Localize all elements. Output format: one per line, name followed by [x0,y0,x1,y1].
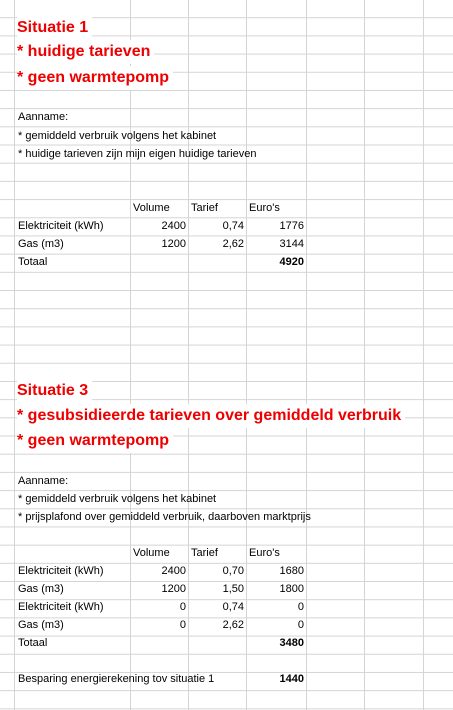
situatie-1-total-label[interactable]: Totaal [18,256,48,268]
situatie-3-row-label[interactable]: Gas (m3) [18,583,64,595]
situatie-3-row-tarief[interactable]: 0,74 [222,601,244,613]
situatie-1-row-tarief[interactable]: 2,62 [222,238,244,250]
situatie-3-row-euros[interactable]: 0 [297,619,304,631]
situatie-1-title[interactable]: Situatie 1 [17,16,92,40]
savings-value[interactable]: 1440 [279,673,304,685]
situatie-3-aanname-1[interactable]: * gemiddeld verbruik volgens het kabinet [18,493,217,505]
situatie-3-row-euros[interactable]: 0 [297,601,304,613]
situatie-3-title[interactable]: Situatie 3 [17,379,92,403]
situatie-1-row-label[interactable]: Gas (m3) [18,238,64,250]
situatie-3-subtitle-tarieven[interactable]: * gesubsidieerde tarieven over gemiddeld verbruik [17,404,405,428]
situatie-1-row-volume[interactable]: 1200 [161,238,186,250]
situatie-3-row-label[interactable]: Elektriciteit (kWh) [18,601,104,613]
situatie-3-row-volume[interactable]: 0 [179,619,186,631]
situatie-1-header-tarief[interactable]: Tarief [191,202,218,214]
situatie-3-total-label[interactable]: Totaal [18,637,48,649]
situatie-1-row-label[interactable]: Elektriciteit (kWh) [18,220,104,232]
situatie-3-row-volume[interactable]: 2400 [161,565,186,577]
situatie-1-total-euros[interactable]: 4920 [279,256,304,268]
situatie-3-aanname-2[interactable]: * prijsplafond over gemiddeld verbruik, daarboven marktprijs [18,511,311,523]
situatie-3-row-volume[interactable]: 1200 [161,583,186,595]
situatie-1-row-euros[interactable]: 3144 [279,238,304,250]
situatie-3-subtitle-warmtepomp[interactable]: * geen warmtepomp [17,429,173,453]
situatie-3-header-volume[interactable]: Volume [133,547,170,559]
situatie-1-aanname-heading[interactable]: Aanname: [18,111,69,123]
situatie-1-row-tarief[interactable]: 0,74 [222,220,244,232]
situatie-3-row-tarief[interactable]: 2,62 [222,619,244,631]
situatie-3-header-tarief[interactable]: Tarief [191,547,218,559]
situatie-1-header-euros[interactable]: Euro's [249,202,280,214]
situatie-1-aanname-2[interactable]: * huidige tarieven zijn mijn eigen huidige tarieven [18,148,257,160]
situatie-3-total-euros[interactable]: 3480 [279,637,304,649]
situatie-3-aanname-heading[interactable]: Aanname: [18,475,69,487]
situatie-3-row-euros[interactable]: 1680 [279,565,304,577]
situatie-3-row-label[interactable]: Gas (m3) [18,619,64,631]
situatie-1-row-volume[interactable]: 2400 [161,220,186,232]
situatie-1-subtitle-tarieven[interactable]: * huidige tarieven [17,40,154,64]
situatie-3-row-tarief[interactable]: 1,50 [222,583,244,595]
situatie-3-row-label[interactable]: Elektriciteit (kWh) [18,565,104,577]
situatie-3-row-volume[interactable]: 0 [179,601,186,613]
situatie-1-header-volume[interactable]: Volume [133,202,170,214]
savings-label[interactable]: Besparing energierekening tov situatie 1 [18,673,215,685]
situatie-1-subtitle-warmtepomp[interactable]: * geen warmtepomp [17,66,173,90]
situatie-3-row-tarief[interactable]: 0,70 [222,565,244,577]
situatie-3-header-euros[interactable]: Euro's [249,547,280,559]
situatie-1-aanname-1[interactable]: * gemiddeld verbruik volgens het kabinet [18,130,217,142]
situatie-3-row-euros[interactable]: 1800 [279,583,304,595]
situatie-1-row-euros[interactable]: 1776 [279,220,304,232]
